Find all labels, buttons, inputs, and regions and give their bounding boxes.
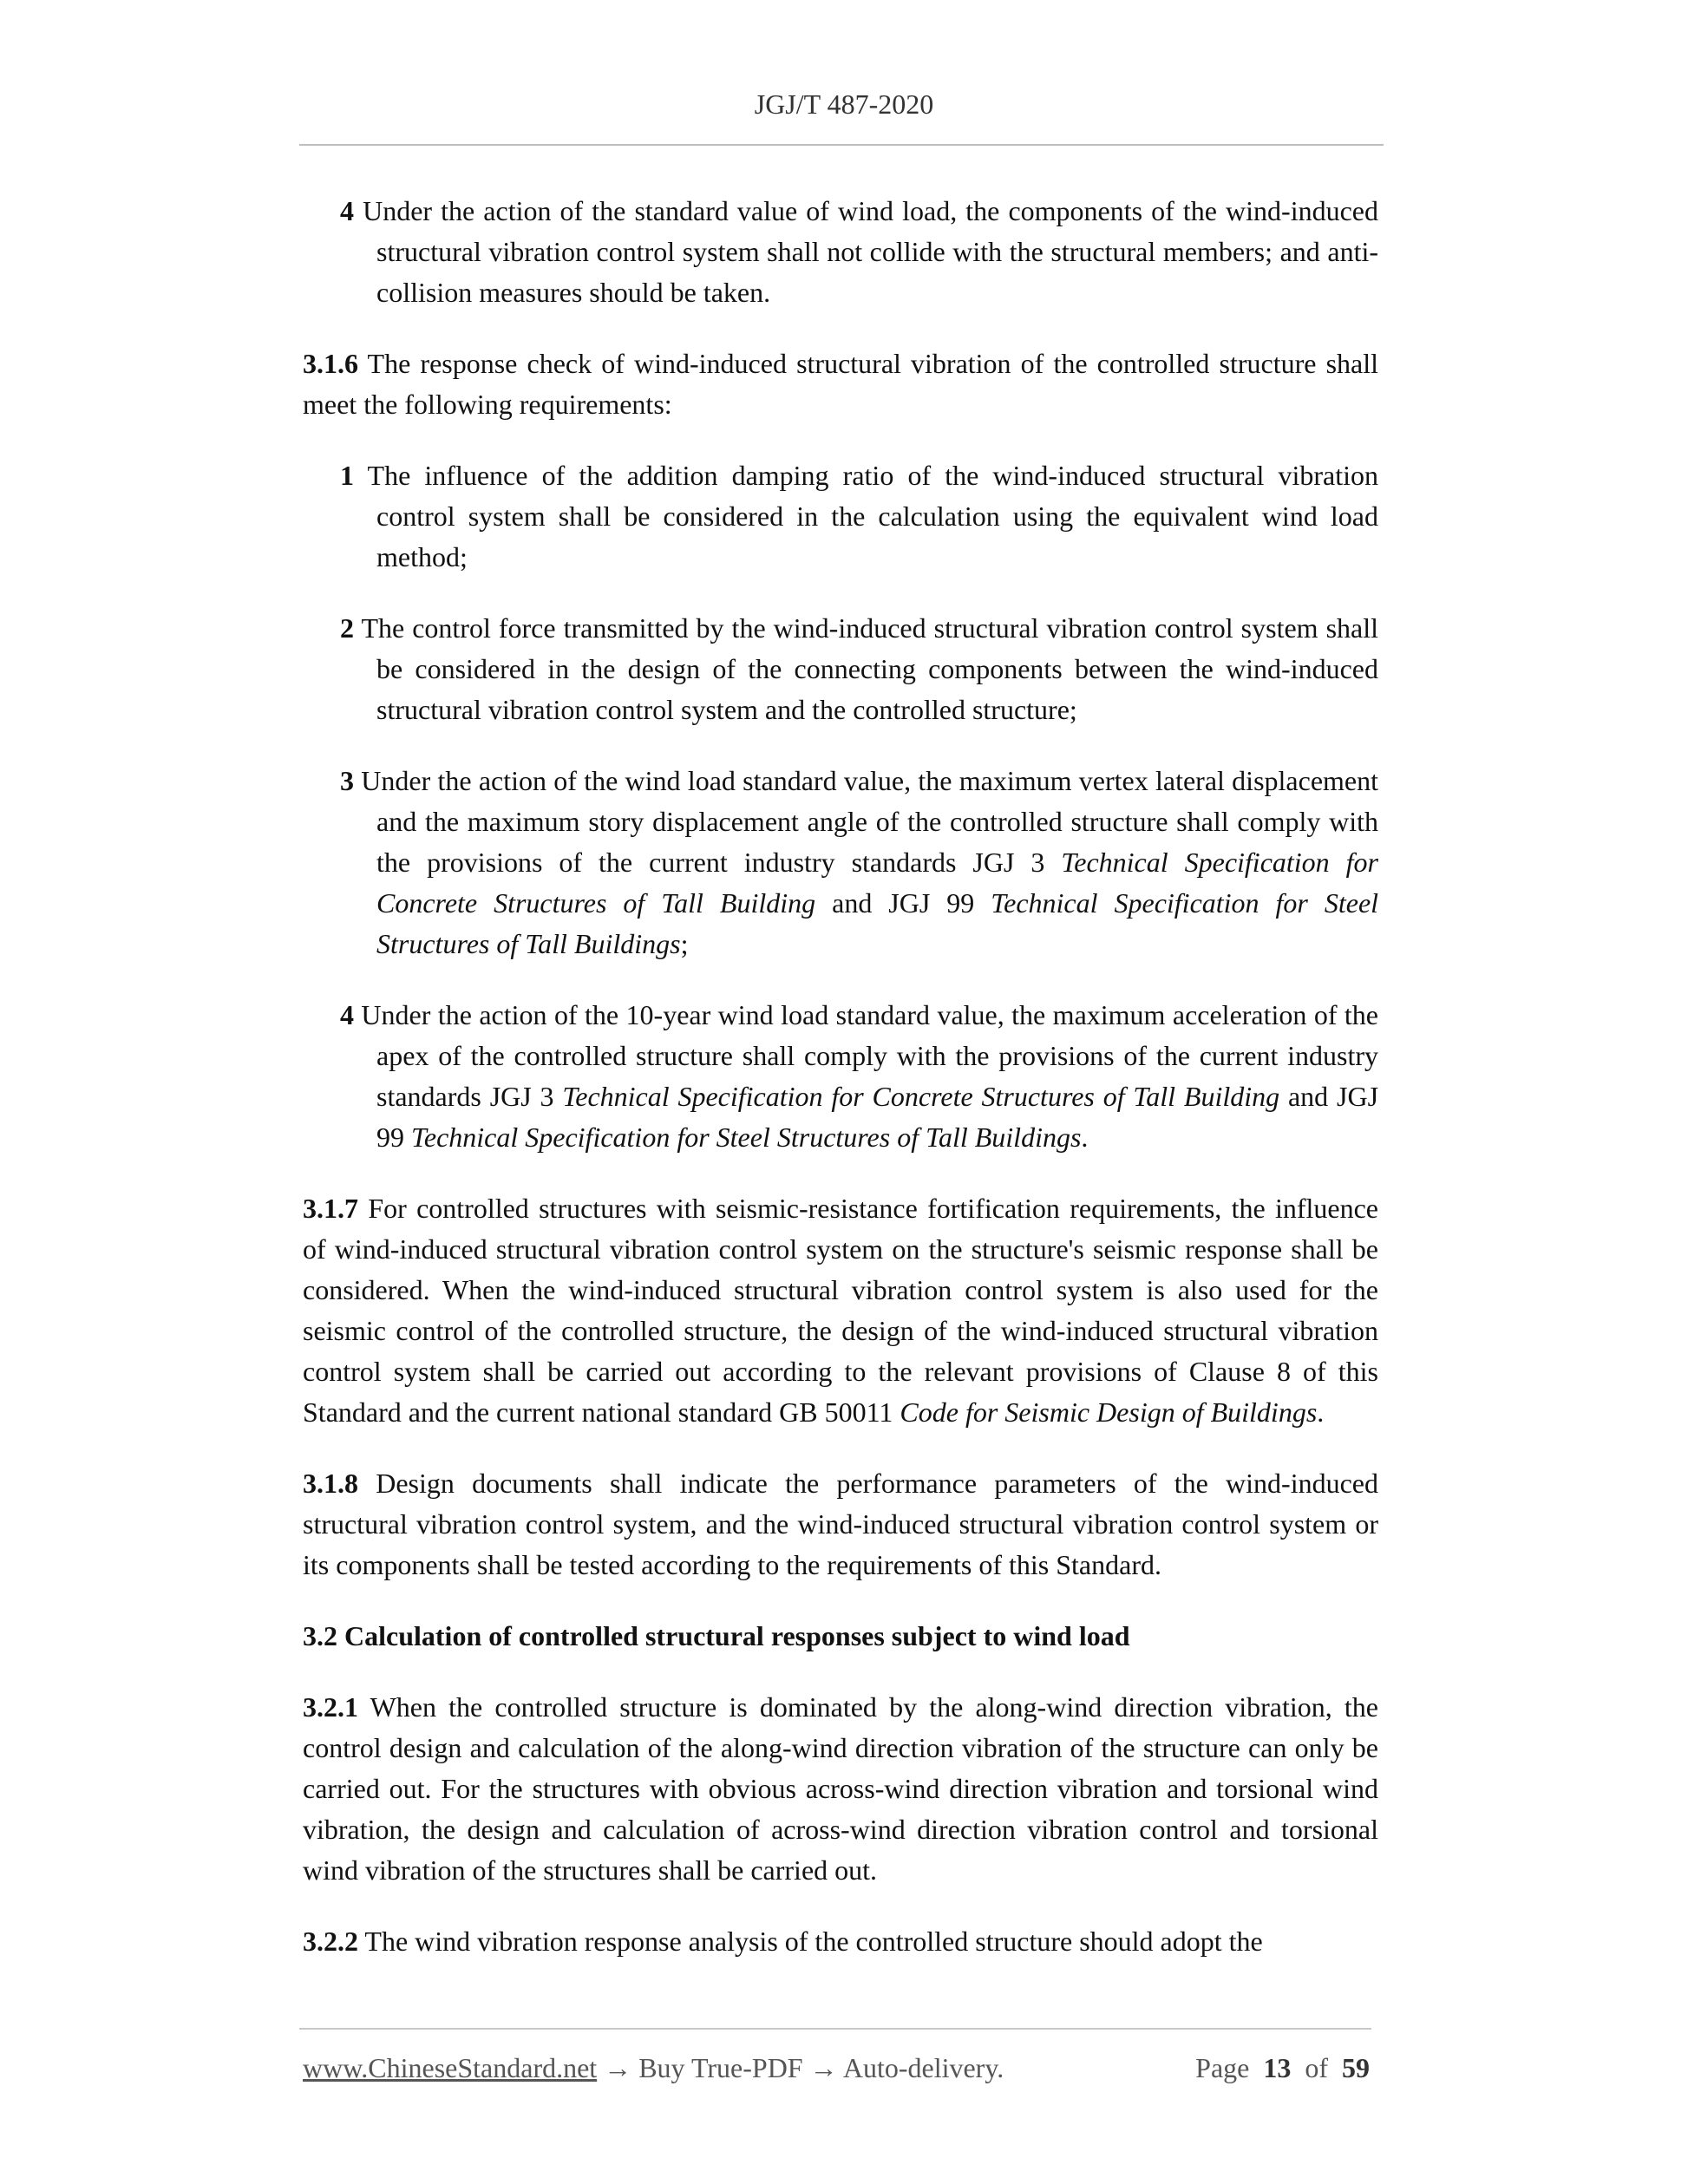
item-number: 3 <box>340 765 354 796</box>
clause-number: 3.1.6 <box>303 348 358 379</box>
clause-3-1-6-item-4 <box>303 995 1378 1158</box>
buy-text: Buy True-PDF <box>638 2052 803 2083</box>
item-text: and JGJ 99 <box>376 1081 1379 1153</box>
item-number: 4 <box>340 999 354 1030</box>
section-heading-text: 3.2 Calculation of controlled structural responses subject to wind load <box>303 1620 1130 1651</box>
clause-3-1-7 <box>303 1188 1378 1433</box>
item-text: Under the action of the 10-year wind load standard value, the maximum acceleration of the apex of the controlled structure shall comply with the provisions of the current industry standards JGJ 3 <box>361 999 1378 1112</box>
section-heading-3-2 <box>303 1616 1378 1657</box>
clause-text: The response check of wind-induced structural vibration of the controlled structure shall meet the following requirements: <box>303 348 1379 420</box>
item-text: and JGJ 99 <box>832 887 975 919</box>
clause-3-1-6-item-2 <box>303 608 1378 730</box>
item-text: Under the action of the wind load standard value, the maximum vertex lateral displacement and the maximum story displacement angle of the controlled structure shall comply with the provisions of the current industry standards JGJ 3 <box>361 765 1379 878</box>
page-total: 59 <box>1342 2052 1370 2083</box>
clause-text: Design documents shall indicate the performance parameters of the wind-induced structural vibration control system, and the wind-induced structural vibration control system or its components shall be tested according to the requirements of this Standard. <box>303 1468 1379 1580</box>
clause-3-1-6-item-3 <box>303 761 1378 964</box>
page-body <box>303 191 1378 1962</box>
clause-3-1-5-item-4 <box>303 191 1378 313</box>
clause-3-1-8 <box>303 1463 1378 1586</box>
page-number: 13 <box>1263 2052 1292 2083</box>
clause-number: 3.2.2 <box>303 1926 358 1957</box>
item-text: The influence of the addition damping ratio of the wind-induced structural vibration control system shall be considered in the calculation using the equivalent wind load method; <box>367 460 1379 572</box>
footer-promo <box>303 2052 1004 2084</box>
header-divider <box>299 144 1384 146</box>
clause-3-2-2 <box>303 1921 1378 1962</box>
standard-title: Technical Specification for Concrete Structures of Tall Building <box>376 847 1379 919</box>
page-label: Page <box>1195 2052 1250 2083</box>
clause-number: 3.1.8 <box>303 1468 358 1499</box>
standard-title: Technical Specification for Concrete Structures of Tall Building <box>562 1081 1280 1112</box>
page-indicator <box>1195 2052 1370 2084</box>
of-label: of <box>1305 2052 1328 2083</box>
clause-3-1-6 <box>303 343 1378 425</box>
item-number: 4 <box>340 195 354 226</box>
standard-title: Technical Specification for Steel Structures of Tall Buildings <box>411 1121 1082 1153</box>
delivery-text: Auto-delivery. <box>842 2052 1004 2083</box>
clause-number: 3.2.1 <box>303 1691 358 1723</box>
item-text: ; <box>680 928 689 959</box>
clause-3-1-6-item-1 <box>303 455 1378 578</box>
item-text: . <box>1081 1121 1089 1153</box>
clause-text: . <box>1317 1396 1325 1428</box>
standard-title: Technical Specification for Steel Structures of Tall Buildings <box>376 887 1379 959</box>
item-text: The control force transmitted by the wind-induced structural vibration control system shall be considered in the design of the connecting components between the wind-induced structural vibration control system and the controlled structure; <box>361 612 1379 725</box>
clause-text: The wind vibration response analysis of the controlled structure should adopt the <box>364 1926 1263 1957</box>
clause-3-2-1 <box>303 1687 1378 1891</box>
standard-title: Code for Seismic Design of Buildings <box>900 1396 1318 1428</box>
clause-text: For controlled structures with seismic-resistance fortification requirements, the influence of wind-induced structural vibration control system on the structure's seismic response shall be considered. When the wind-induced structural vibration control system is also used for the seismic control of the controlled structure, the design of the wind-induced structural vibration control system shall be carried out according to the relevant provisions of Clause 8 of this Standard and the current national standard GB 50011 <box>303 1193 1379 1428</box>
item-number: 2 <box>340 612 354 644</box>
arrow-right-icon: → <box>604 2052 632 2083</box>
footer-divider <box>299 2028 1371 2030</box>
item-number: 1 <box>340 460 354 491</box>
website-link[interactable]: www.ChineseStandard.net <box>303 2052 598 2083</box>
document-header: JGJ/T 487-2020 <box>754 88 934 120</box>
item-text: Under the action of the standard value of wind load, the components of the wind-induced structural vibration control system shall not collide with the structural members; and anti-collision measures should be taken. <box>363 195 1379 308</box>
clause-number: 3.1.7 <box>303 1193 358 1224</box>
arrow-right-icon: → <box>809 2052 838 2083</box>
clause-text: When the controlled structure is dominated by the along-wind direction vibration, the control design and calculation of the along-wind direction vibration of the structure can only be carried out. For the structures with obvious across-wind direction vibration and torsional wind vibration, the design and calculation of across-wind direction vibration control and torsional wind vibration of the structures shall be carried out. <box>303 1691 1379 1886</box>
